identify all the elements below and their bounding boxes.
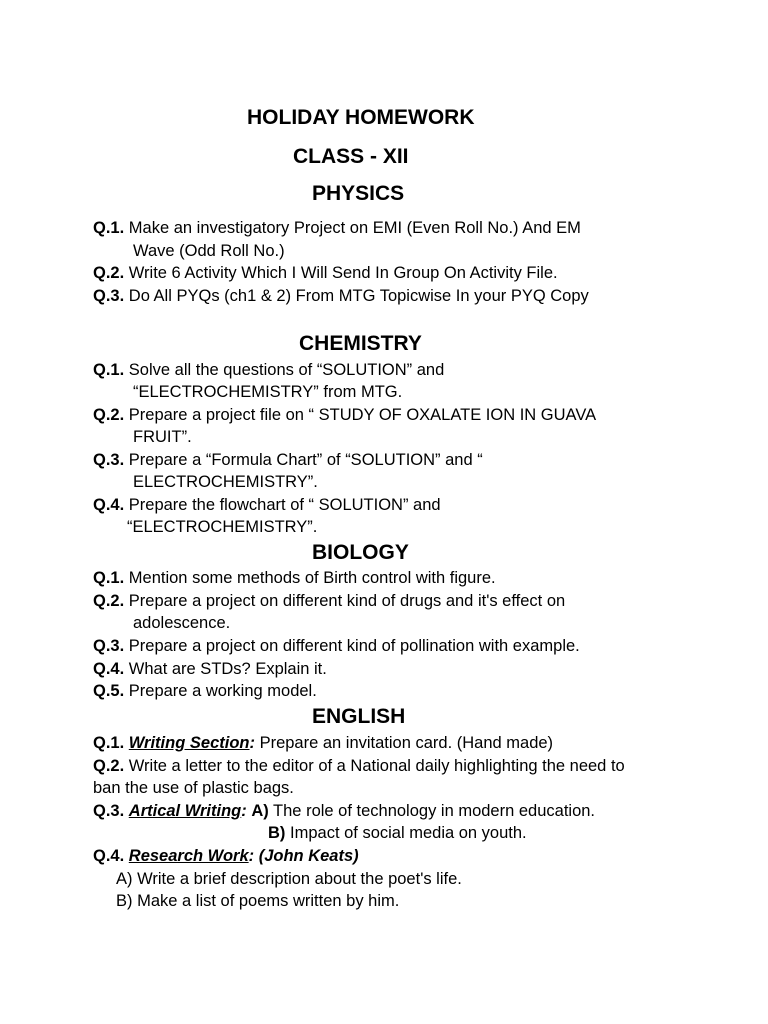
biology-heading: BIOLOGY <box>312 541 409 564</box>
english-heading: ENGLISH <box>312 705 406 728</box>
section-label: Artical Writing <box>128 802 242 820</box>
document-title: HOLIDAY HOMEWORK <box>247 106 475 129</box>
option-b-text: Impact of social media on youth. <box>285 824 527 842</box>
chemistry-q1 <box>93 359 444 381</box>
question-number: Q.2. <box>93 592 125 610</box>
biology-q3 <box>93 635 580 657</box>
biology-q5 <box>93 680 317 702</box>
chemistry-q2 <box>93 404 596 426</box>
physics-q1-cont: Wave (Odd Roll No.) <box>133 242 285 260</box>
question-number: Q.4. <box>93 660 125 678</box>
label-suffix: : (John Keats) <box>248 847 359 865</box>
question-number: Q.3. <box>93 287 125 305</box>
question-text: Prepare a project on different kind of pollination with example. <box>128 637 580 655</box>
option-a-text: The role of technology in modern education. <box>268 802 596 820</box>
chemistry-q3-cont: ELECTROCHEMISTRY”. <box>133 473 318 491</box>
label-colon: : <box>241 802 247 820</box>
question-number: Q.1. <box>93 219 125 237</box>
english-q4-sub-a: A) Write a brief description about the poet's life. <box>116 870 462 888</box>
english-q2-cont: ban the use of plastic bags. <box>93 779 294 797</box>
question-text: Mention some methods of Birth control with figure. <box>128 569 496 587</box>
question-text: Prepare an invitation card. (Hand made) <box>254 734 554 752</box>
question-number: Q.3. <box>93 802 125 820</box>
english-q3 <box>93 800 595 822</box>
question-text: Write 6 Activity Which I Will Send In Group On Activity File. <box>128 264 558 282</box>
question-text: Prepare a working model. <box>128 682 317 700</box>
question-text: Solve all the questions of “SOLUTION” and <box>128 361 445 379</box>
biology-q1 <box>93 567 496 589</box>
question-text: Write a letter to the editor of a National daily highlighting the need to <box>128 757 625 775</box>
question-number: Q.3. <box>93 451 125 469</box>
question-number: Q.2. <box>93 757 125 775</box>
class-label: CLASS - XII <box>293 145 409 168</box>
biology-q2-cont: adolescence. <box>133 614 231 632</box>
question-text: Prepare the flowchart of “ SOLUTION” and <box>128 496 441 514</box>
section-label: Writing Section <box>128 734 250 752</box>
question-number: Q.1. <box>93 734 125 752</box>
question-text: Prepare a project on different kind of drugs and it's effect on <box>128 592 566 610</box>
chemistry-q4-cont: “ELECTROCHEMISTRY”. <box>127 518 318 536</box>
question-number: Q.2. <box>93 406 125 424</box>
physics-q2 <box>93 262 558 284</box>
question-number: Q.4. <box>93 496 125 514</box>
question-number: Q.5. <box>93 682 125 700</box>
chemistry-q2-cont: FRUIT”. <box>133 428 192 446</box>
english-q4 <box>93 845 359 867</box>
chemistry-q4 <box>93 494 441 516</box>
english-q2 <box>93 755 625 777</box>
english-q1 <box>93 732 553 754</box>
biology-q2 <box>93 590 565 612</box>
question-number: Q.1. <box>93 569 125 587</box>
chemistry-q1-cont: “ELECTROCHEMISTRY” from MTG. <box>133 383 403 401</box>
physics-q1 <box>93 217 581 239</box>
question-number: Q.3. <box>93 637 125 655</box>
biology-q4 <box>93 658 327 680</box>
question-text: Prepare a project file on “ STUDY OF OXALATE ION IN GUAVA <box>128 406 597 424</box>
english-q3-option-b <box>268 822 527 844</box>
question-text: What are STDs? Explain it. <box>128 660 327 678</box>
physics-heading: PHYSICS <box>312 182 405 205</box>
physics-q3 <box>93 285 589 307</box>
question-number: Q.1. <box>93 361 125 379</box>
question-text: Do All PYQs (ch1 & 2) From MTG Topicwise In your PYQ Copy <box>128 287 589 305</box>
section-label: Research Work <box>128 847 249 865</box>
label-colon: : <box>249 734 255 752</box>
question-text: Make an investigatory Project on EMI (Even Roll No.) And EM <box>128 219 581 237</box>
chemistry-heading: CHEMISTRY <box>299 332 422 355</box>
question-number: Q.4. <box>93 847 125 865</box>
question-number: Q.2. <box>93 264 125 282</box>
english-q4-sub-b: B) Make a list of poems written by him. <box>116 892 400 910</box>
option-b-label: B) <box>268 824 286 842</box>
chemistry-q3 <box>93 449 483 471</box>
option-a-label: A) <box>251 802 269 820</box>
question-text: Prepare a “Formula Chart” of “SOLUTION” and “ <box>128 451 483 469</box>
